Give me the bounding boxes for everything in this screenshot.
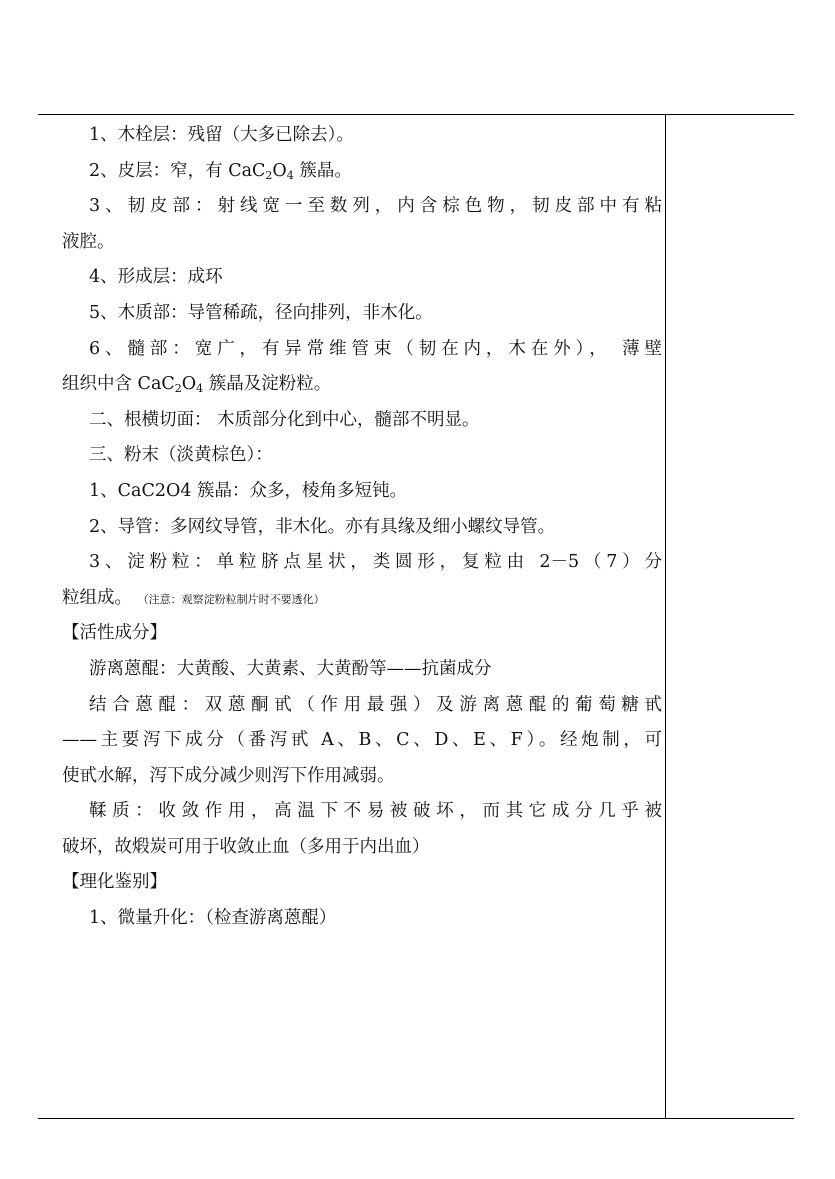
text-line: ——主要泻下成分（番泻甙 A、B、C、D、E、F）。经炮制，可 — [62, 730, 662, 751]
text-line: 1、微量升化：（检查游离蒽醌） — [89, 908, 337, 929]
note-text: （注意：观察淀粉粒制片时不要透化） — [137, 592, 325, 606]
text-line: 使甙水解，泻下成分减少则泻下作用减弱。 — [62, 765, 395, 786]
document-body — [62, 118, 662, 937]
text-line: 游离蒽醌：大黄酸、大黄素、大黄酚等——抗菌成分 — [89, 658, 492, 679]
text-line: 2、皮层：窄，有 $CaC_2O_4$ 簇晶。 — [89, 160, 352, 182]
text-line: 1、木栓层：残留（大多已除去）。 — [89, 125, 354, 145]
text-line: 2、导管：多网纹导管，非木化。亦有具缘及细小螺纹导管。 — [89, 516, 556, 537]
text-line: 4、形成层：成环 — [89, 267, 223, 288]
text-line: 6、髓部：宽广，有异常维管束（韧在内，木在外）， 薄壁 — [89, 338, 662, 359]
section-heading: 【理化鉴别】 — [62, 872, 167, 893]
text-line: 二、根横切面： 木质部分化到中心，髓部不明显。 — [89, 409, 480, 430]
text-line: 结合蒽醌：双蒽酮甙（作用最强）及游离蒽醌的葡萄糖甙 — [89, 694, 662, 715]
text-line: 液腔。 — [62, 231, 115, 252]
text-line: 3、韧皮部：射线宽一至数列，内含棕色物，韧皮部中有粘 — [89, 196, 662, 217]
table-column-divider — [665, 114, 666, 1118]
text-line: 组织中含 $CaC_2O_4$ 簇晶及淀粉粒。 — [62, 374, 332, 396]
text-line: 粒组成。 （注意：观察淀粉粒制片时不要透化） — [62, 587, 325, 608]
text-line: 三、粉末（淡黄棕色）： — [89, 445, 273, 466]
table-top-border — [38, 114, 794, 115]
text-line: 1、CaC2O4 簇晶：众多，棱角多短钝。 — [89, 480, 408, 501]
text-line: 5、木质部：导管稀疏，径向排列，非木化。 — [89, 302, 433, 323]
section-heading: 【活性成分】 — [62, 623, 167, 644]
text-line: 鞣质：收敛作用，高温下不易被破坏，而其它成分几乎被 — [89, 801, 662, 822]
text-line: 破坏，故煅炭可用于收敛止血（多用于内出血） — [62, 836, 430, 857]
table-bottom-border — [38, 1118, 794, 1119]
text-line: 3、淀粉粒：单粒脐点星状，类圆形，复粒由 2－5（7）分 — [89, 552, 662, 573]
